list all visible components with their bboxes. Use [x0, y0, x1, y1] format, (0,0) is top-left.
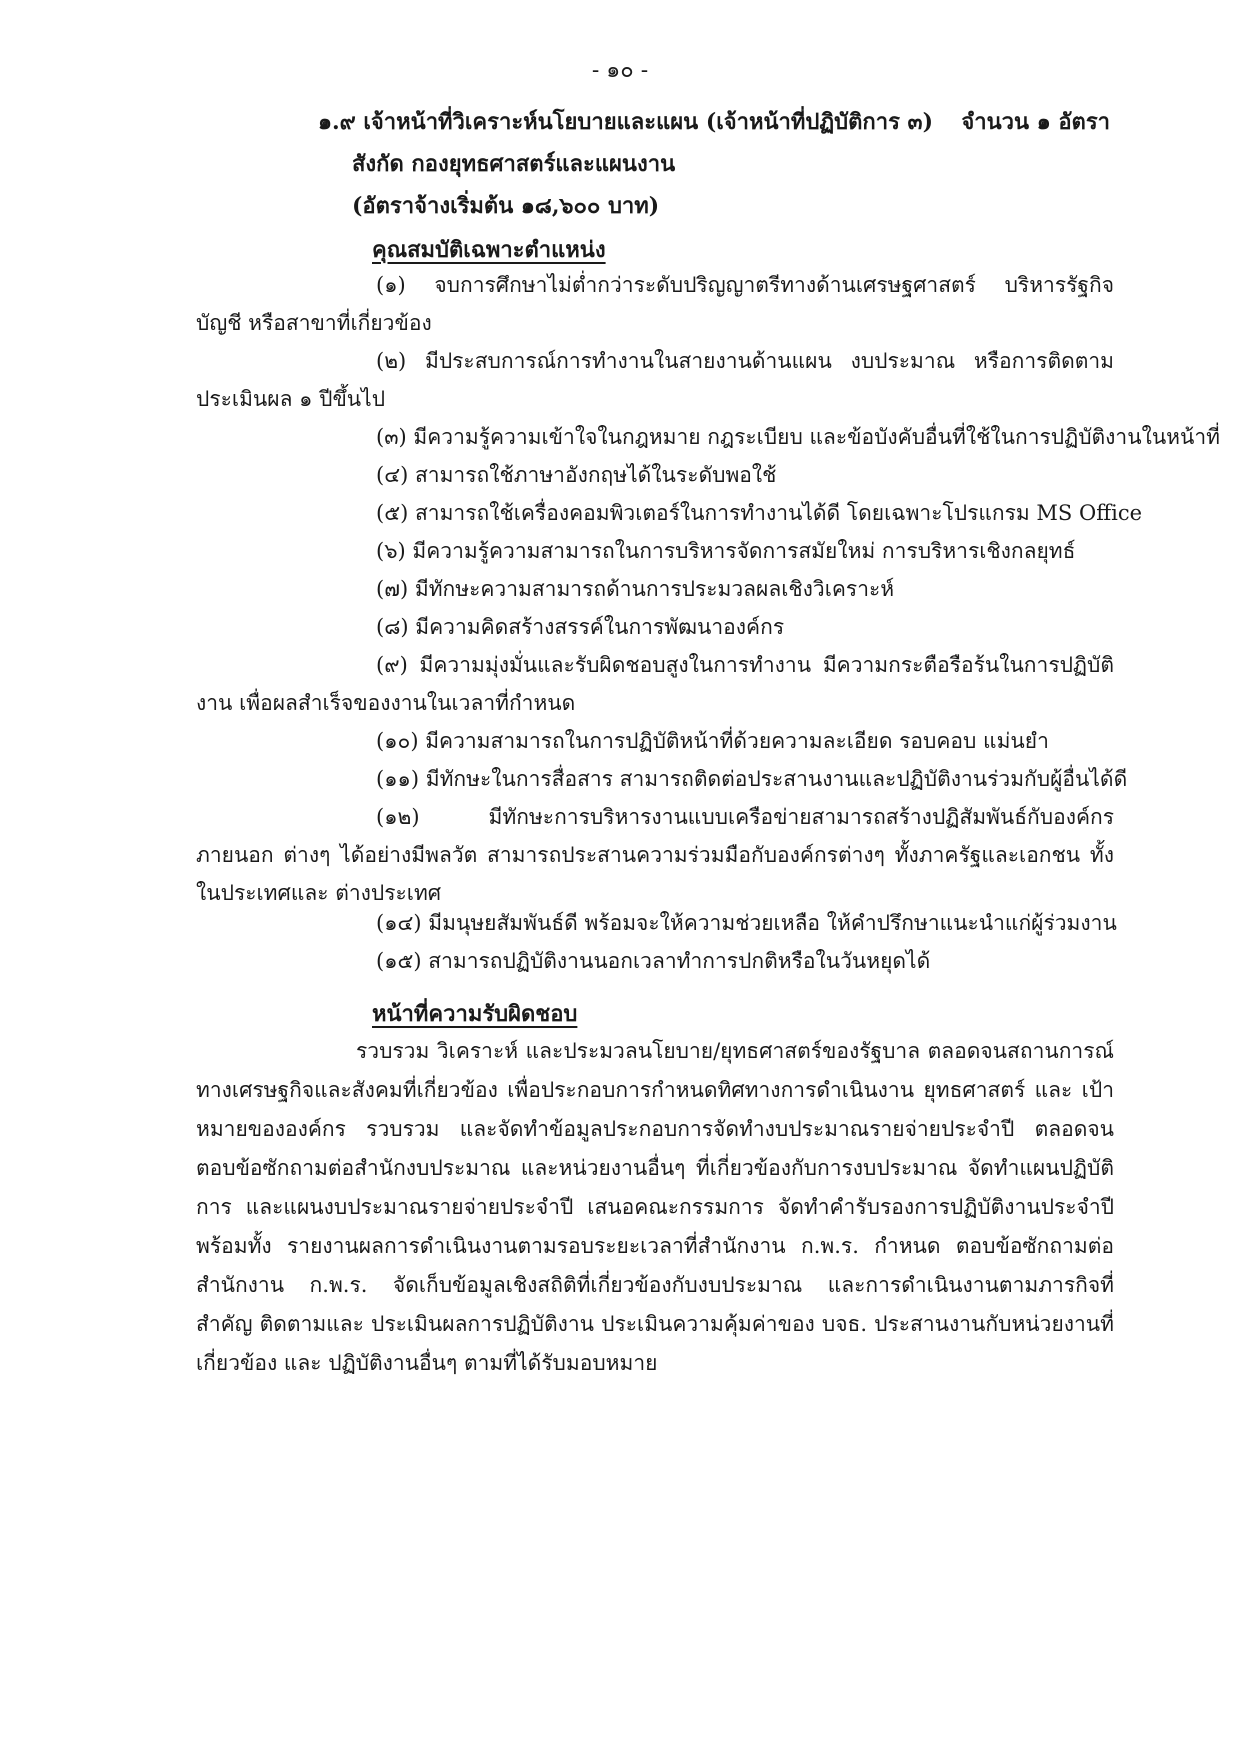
qualification-item-7: (๗) มีทักษะความสามารถด้านการประมวลผลเชิงวิเคราะห์	[376, 577, 895, 601]
qualification-item-6: (๖) มีความรู้ความสามารถในการบริหารจัดการสมัยใหม่ การบริหารเชิงกลยุทธ์	[376, 539, 1076, 563]
position-title: ๑.๙ เจ้าหน้าที่วิเคราะห์นโยบายและแผน (เจ้าหน้าที่ปฏิบัติการ ๓)	[318, 109, 933, 135]
qualification-item-4: (๔) สามารถใช้ภาษาอังกฤษได้ในระดับพอใช้	[376, 463, 777, 487]
duties-paragraph: รวบรวม วิเคราะห์ และประมวลนโยบาย/ยุทธศาสตร์ของรัฐบาล ตลอดจนสถานการณ์ ทางเศรษฐกิจและสังคมที่เกี่ยวข้อง เพื่อประกอบการกำหนดทิศทางการดำเนินงาน ยุทธศาสตร์ และ เป้าหมายขององค์กร รวบรวม และจัดทำข้อมูลประกอบการจัดทำงบประมาณรายจ่ายประจำปี ตลอดจน ตอบข้อซักถามต่อสำนักงบประมาณ และหน่วยงานอื่นๆ ที่เกี่ยวข้องกับการงบประมาณ จัดทำแผนปฏิบัติการ และแผนงบประมาณรายจ่ายประจำปี เสนอคณะกรรมการ จัดทำคำรับรองการปฏิบัติงานประจำปี พร้อมทั้ง รายงานผลการดำเนินงานตามรอบระยะเวลาที่สำนักงาน ก.พ.ร. กำหนด ตอบข้อซักถามต่อสำนักงาน ก.พ.ร. จัดเก็บข้อมูลเชิงสถิติที่เกี่ยวข้องกับงบประมาณ และการดำเนินงานตามภารกิจที่สำคัญ ติดตามและ ประเมินผลการปฏิบัติงาน ประเมินความคุ้มค่าของ บจธ. ประสานงานกับหน่วยงานที่เกี่ยวข้อง และ ปฏิบัติงานอื่นๆ ตามที่ได้รับมอบหมาย	[196, 1039, 1114, 1375]
qualification-item-10: (๑๐) มีความสามารถในการปฏิบัติหน้าที่ด้วยความละเอียด รอบคอบ แม่นยำ	[376, 729, 1049, 753]
duties-heading: หน้าที่ความรับผิดชอบ	[372, 1001, 578, 1027]
qualification-item-1: (๑) จบการศึกษาไม่ต่ำกว่าระดับปริญญาตรีทางด้านเศรษฐศาสตร์ บริหารรัฐกิจ บัญชี หรือสาขาที่เกี่ยวข้อง	[196, 273, 1114, 335]
qualification-item-8: (๘) มีความคิดสร้างสรรค์ในการพัฒนาองค์กร	[376, 615, 785, 639]
qualification-item-9: (๙) มีความมุ่งมั่นและรับผิดชอบสูงในการทำงาน มีความกระตือรือร้นในการปฏิบัติงาน เพื่อผลสำเร็จของงานในเวลาที่กำหนด	[196, 653, 1114, 715]
position-salary: (อัตราจ้างเริ่มต้น ๑๘,๖๐๐ บาท)	[352, 193, 660, 219]
position-rate: จำนวน ๑ อัตรา	[961, 109, 1110, 135]
qualification-item-15: (๑๕) สามารถปฏิบัติงานนอกเวลาทำการปกติหรือในวันหยุดได้	[376, 949, 931, 973]
qualification-item-2: (๒) มีประสบการณ์การทำงานในสายงานด้านแผน งบประมาณ หรือการติดตาม ประเมินผล ๑ ปีขึ้นไป	[196, 349, 1114, 411]
qualification-item-3: (๓) มีความรู้ความเข้าใจในกฎหมาย กฎระเบียบ และข้อบังคับอื่นที่ใช้ในการปฏิบัติงานในหน้าที่	[376, 425, 1221, 449]
qualification-item-5: (๕) สามารถใช้เครื่องคอมพิวเตอร์ในการทำงานได้ดี โดยเฉพาะโปรแกรม MS Office	[376, 501, 1143, 525]
qualifications-heading: คุณสมบัติเฉพาะตำแหน่ง	[372, 237, 606, 263]
qualification-item-14: (๑๔) มีมนุษยสัมพันธ์ดี พร้อมจะให้ความช่วยเหลือ ให้คำปรึกษาแนะนำแก่ผู้ร่วมงาน	[376, 911, 1117, 935]
page-number: - ๑๐ -	[591, 58, 649, 83]
position-affiliation: สังกัด กองยุทธศาสตร์และแผนงาน	[352, 151, 676, 177]
qualification-item-12: (๑๒) มีทักษะการบริหารงานแบบเครือข่ายสามารถสร้างปฏิสัมพันธ์กับองค์กรภายนอก ต่างๆ ได้อย่างมีพลวัต สามารถประสานความร่วมมือกับองค์กรต่างๆ ทั้งภาครัฐและเอกชน ทั้งในประเทศและ ต่างประเทศ	[196, 805, 1114, 905]
qualification-item-11: (๑๑) มีทักษะในการสื่อสาร สามารถติดต่อประสานงานและปฏิบัติงานร่วมกับผู้อื่นได้ดี	[376, 767, 1128, 791]
